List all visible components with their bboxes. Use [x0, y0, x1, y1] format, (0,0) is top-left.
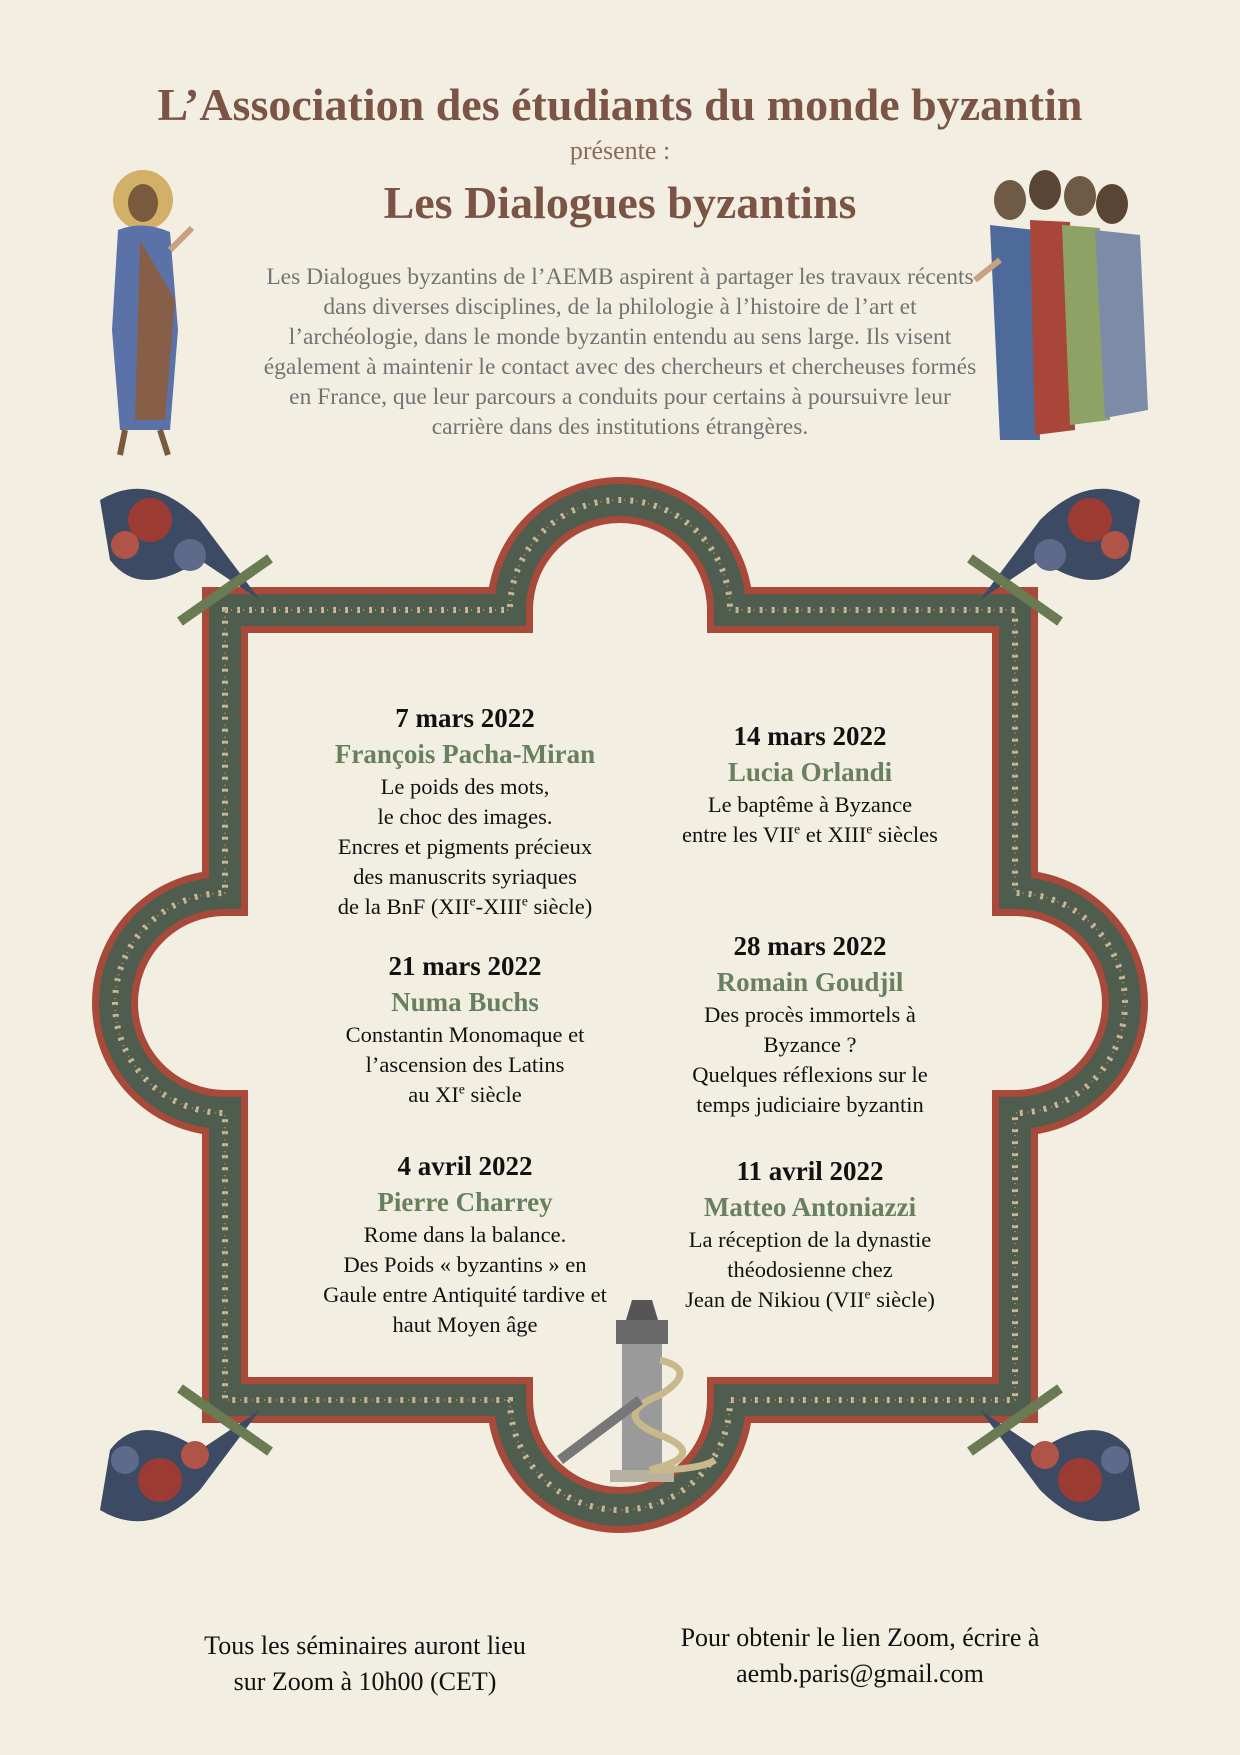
event-title-line: de la BnF (XIIe-XIIIe siècle) [337, 893, 593, 919]
intro-line: dans diverses disciplines, de la philologie à l’histoire de l’art et [323, 294, 917, 320]
event-title-line: Constantin Monomaque et [345, 1022, 585, 1047]
event-title [630, 1000, 990, 1120]
event-title-line: haut Moyen âge [392, 1312, 538, 1337]
footer-contact-note [620, 1620, 1100, 1692]
footer-line: Tous les séminaires auront lieu [204, 1631, 526, 1660]
event-entry [630, 1153, 990, 1315]
event-title-line: Encres et pigments précieux [337, 834, 593, 859]
event-date: 4 avril 2022 [397, 1151, 533, 1181]
event-title-line: Le poids des mots, [380, 774, 550, 799]
event-title-line: Des Poids « byzantins » en [343, 1252, 587, 1277]
footer-line: Pour obtenir le lien Zoom, écrire à [680, 1623, 1040, 1652]
event-speaker: Lucia Orlandi [727, 757, 893, 787]
intro-line: également à maintenir le contact avec des chercheurs et chercheuses formés [263, 354, 977, 380]
event-entry [285, 1148, 645, 1340]
event-title [630, 1225, 990, 1315]
event-title-line: Byzance ? [763, 1032, 857, 1057]
footer-schedule-note [140, 1628, 590, 1700]
event-title-line: La réception de la dynastie [688, 1227, 932, 1252]
event-entry [630, 928, 990, 1120]
intro-paragraph [220, 262, 1020, 442]
event-title-line: théodosienne chez [727, 1257, 893, 1282]
event-title-line: temps judiciaire byzantin [696, 1092, 924, 1117]
event-date: 7 mars 2022 [395, 703, 535, 733]
event-entry [285, 948, 645, 1110]
event-title [285, 1220, 645, 1340]
event-speaker: Matteo Antoniazzi [703, 1192, 917, 1222]
event-title-line: Le baptême à Byzance [707, 792, 913, 817]
event-title [630, 790, 990, 850]
event-title-line: Des procès immortels à [704, 1002, 916, 1027]
event-title-line: au XIe siècle [408, 1081, 522, 1107]
presents-label: présente : [569, 136, 671, 165]
event-title-line: Jean de Nikiou (VIIe siècle) [685, 1286, 935, 1312]
event-date: 14 mars 2022 [733, 721, 887, 751]
event-title-line: Quelques réflexions sur le [692, 1062, 928, 1087]
intro-line: carrière dans des institutions étrangères. [431, 414, 809, 440]
event-speaker: Romain Goudjil [716, 967, 904, 997]
event-date: 11 avril 2022 [736, 1156, 884, 1186]
event-date: 28 mars 2022 [733, 931, 887, 961]
event-title-line: Rome dans la balance. [363, 1222, 567, 1247]
intro-line: en France, que leur parcours a conduits pour certains à poursuivre leur [289, 384, 951, 410]
event-title-line: Gaule entre Antiquité tardive et [323, 1282, 607, 1307]
footer-line: sur Zoom à 10h00 (CET) [233, 1667, 497, 1696]
event-title [285, 1020, 645, 1110]
event-speaker: Pierre Charrey [377, 1187, 553, 1217]
series-title: Les Dialogues byzantins [383, 177, 857, 228]
organization-title: L’Association des étudiants du monde byzantin [157, 79, 1083, 130]
event-entry [630, 718, 990, 850]
event-speaker: Numa Buchs [391, 987, 539, 1017]
event-title [285, 772, 645, 922]
event-speaker: François Pacha-Miran [334, 739, 596, 769]
intro-line: Les Dialogues byzantins de l’AEMB aspirent à partager les travaux récents [266, 264, 974, 290]
event-entry [285, 700, 645, 922]
event-date: 21 mars 2022 [388, 951, 542, 981]
event-title-line: des manuscrits syriaques [353, 864, 577, 889]
event-title-line: entre les VIIe et XIIIe siècles [682, 821, 938, 847]
event-title-line: le choc des images. [377, 804, 553, 829]
contact-email: aemb.paris@gmail.com [736, 1659, 984, 1688]
intro-line: l’archéologie, dans le monde byzantin entendu au sens large. Ils visent [288, 324, 952, 350]
event-title-line: l’ascension des Latins [365, 1052, 565, 1077]
